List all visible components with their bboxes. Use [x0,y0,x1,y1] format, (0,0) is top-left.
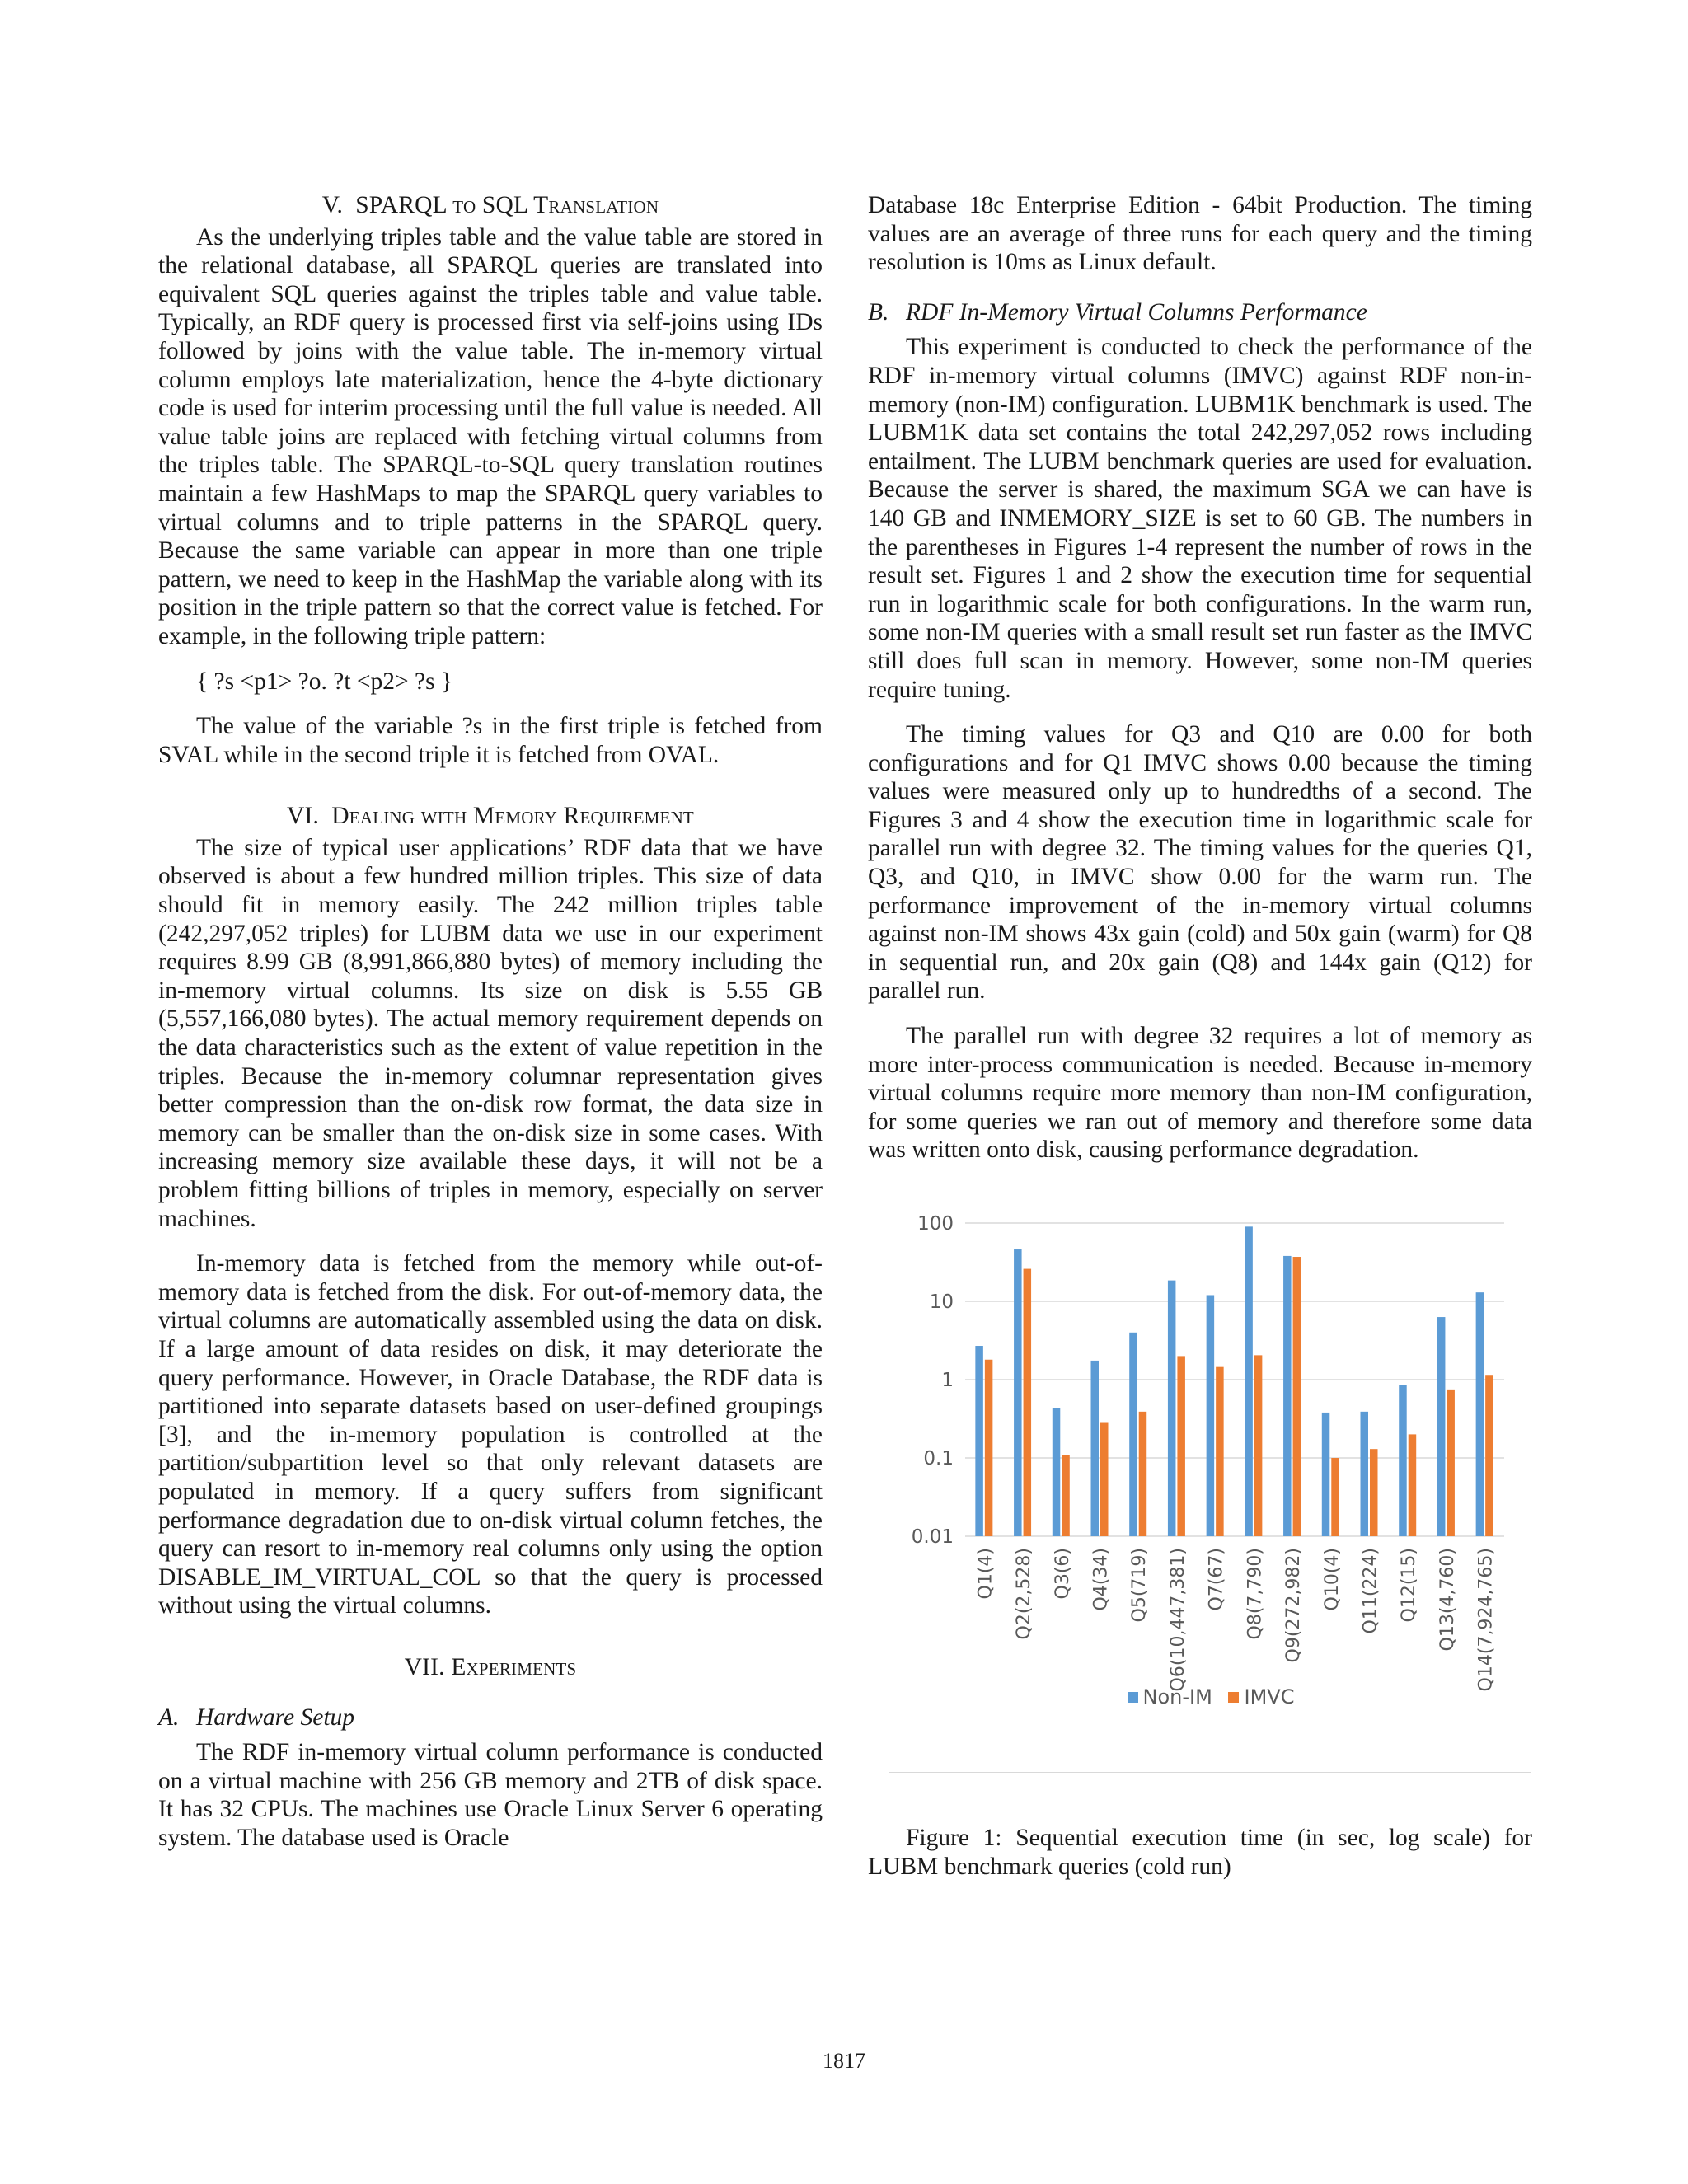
x-tick-label: Q2(2,528) [1014,1548,1035,1640]
figure-caption: Figure 1: Sequential execution time (in sec, log scale) for LUBM benchmark queries (cold run) [868,1825,1532,1880]
x-tick-label: Q13(4,760) [1437,1548,1458,1652]
section-heading-v: V. SPARQL to SQL Translation [321,192,659,218]
bar-imvc [1331,1458,1339,1536]
bar-imvc [1254,1355,1263,1536]
bar-non-im [1283,1256,1292,1536]
paragraph: The parallel run with degree 32 requires a lot of memory as more inter-process communication is needed. Because in-memory virtual columns require more memory than non-IM configuration, for some queries we ran out of memory and therefore some data was written onto disk, causing performance degradation. [868,1023,1532,1164]
paragraph: This experiment is conducted to check the performance of the RDF in-memory virtual columns (IMVC) against RDF non-in-memory (non-IM) configuration. LUBM1K benchmark is used. The LUBM1K data set contains the total 242,297,052 rows including entailment. The LUBM benchmark queries are used for evaluation. Because the server is shared, the maximum SGA we can have is 140 GB and INMEMORY_SIZE is set to 60 GB. The numbers in the parentheses in Figures 1-4 represent the number of rows in the result set. Figures 1 and 2 show the execution time for sequential run in logarithmic scale for both configurations. In the warm run, some non-IM queries with a small result set run faster as the IMVC still does full scan in memory. However, some non-IM queries require tuning. [868,334,1532,703]
y-tick-label: 1 [941,1370,954,1391]
subsection-heading-a: A. Hardware Setup [158,1704,355,1731]
x-tick-label: Q10(4) [1321,1548,1343,1611]
chart-legend [889,1683,1532,1712]
figure-1-chart [889,1188,1531,1773]
x-tick-label: Q4(34) [1090,1548,1112,1611]
bar-non-im [1207,1295,1215,1536]
x-tick-label: Q7(67) [1206,1548,1227,1611]
x-tick-label: Q12(15) [1399,1548,1420,1623]
x-tick-label: Q14(7,924,765) [1475,1548,1497,1692]
x-tick-label: Q5(719) [1129,1548,1151,1623]
bar-non-im [1245,1226,1253,1536]
legend-item-non-im: Non-IM [1128,1685,1212,1708]
x-tick-label: Q11(224) [1360,1548,1381,1634]
right-column [868,191,1532,1881]
bar-imvc [1216,1367,1224,1536]
x-tick-label: Q3(6) [1052,1548,1073,1600]
bar-non-im [1322,1413,1330,1536]
subsection-heading-b: B. RDF In-Memory Virtual Columns Performance [868,298,1367,326]
bar-imvc [1024,1269,1032,1536]
y-tick-label: 0.1 [923,1448,954,1469]
x-tick-label: Q6(10,447,381) [1167,1548,1189,1692]
bar-imvc [1293,1257,1301,1536]
bar-non-im [1476,1292,1484,1536]
bar-imvc [1370,1449,1378,1536]
y-tick-label: 0.01 [911,1526,954,1548]
bar-non-im [1129,1333,1137,1536]
left-column [158,191,823,1852]
y-tick-label: 10 [929,1291,954,1313]
paragraph: The timing values for Q3 and Q10 are 0.00 for both configurations and for Q1 IMVC shows 0.00 because the timing values were measured only up to hundredths of a second. The Figures 3 and 4 show the execution time in logarithmic scale for parallel run with degree 32. The timing values for the queries Q1, Q3, and Q10, in IMVC show 0.00 for the warm run. The performance improvement of the in-memory virtual columns against non-IM shows 43x gain (cold) and 50x gain (warm) for Q8 in sequential run, and 20x gain (Q8) and 144x gain (Q12) for parallel run. [868,721,1532,1005]
bar-imvc [1485,1375,1493,1536]
paragraph: In-memory data is fetched from the memory while out-of-memory data is fetched from the disk. For out-of-memory data, the virtual columns are automatically assembled using the data on disk. If a large amount of data resides on disk, it may deteriorate the query performance. However, in Oracle Database, the RDF data is partitioned into separate datasets based on user-defined groupings [3], and the in-memory population is controlled at the partition/subpartition level so that only relevant datasets are populated in memory. If a query suffers from significant performance degradation due to on-disk virtual column fetches, the query can resort to in-memory real columns only using the option DISABLE_IM_VIRTUAL_COL so that the query is processed without using the virtual columns. [158,1250,823,1619]
bar-non-im [1437,1317,1446,1536]
bar-non-im [1361,1412,1369,1536]
bar-imvc [1409,1434,1417,1536]
bar-non-im [975,1346,983,1536]
section-heading-vi: VI. Dealing with Memory Requirement [287,803,694,830]
paragraph: Database 18c Enterprise Edition - 64bit Production. The timing values are an average of three runs for each query and the timing resolution is 10ms as Linux default. [868,192,1532,276]
paragraph: As the underlying triples table and the value table are stored in the relational database, all SPARQL queries are translated into equivalent SQL queries against the triples table and value table. Typically, an RDF query is processed first via self-joins using IDs followed by joins with the value table. The in-memory virtual column employs late materialization, hence the 4-byte dictionary code is used for interim processing until the full value is needed. All value table joins are replaced with fetching virtual columns from the triples table. The SPARQL-to-SQL query translation routines maintain a few HashMaps to map the SPARQL query variables to virtual columns and to triple patterns in the SPARQL query. Because the same variable can appear in more than one triple pattern, we need to keep in the HashMap the variable along with its position in the triple pattern so that the correct value is fetched. For example, in the following triple pattern: [158,223,823,649]
bar-imvc [1100,1423,1109,1536]
bar-imvc [1447,1390,1455,1536]
legend-item-imvc: IMVC [1228,1685,1294,1708]
paragraph: The size of typical user applications’ RDF data that we have observed is about a few hundred million triples. This size of data should fit in memory easily. The 242 million triples table (242,297,052 triples) for LUBM data we use in our experiment requires 8.99 GB (8,991,866,880 bytes) of memory including the in-memory virtual columns. Its size on disk is 5.55 GB (5,557,166,080 bytes). The actual memory requirement depends on the data characteristics such as the extent of value repetition in the triples. Because the in-memory columnar representation gives better compression than the on-disk row format, the data size in memory can be smaller than the on-disk size in some cases. With increasing memory size available these days, it will not be a problem fitting billions of triples in memory, especially on server machines. [158,834,823,1232]
paragraph: The value of the variable ?s in the first triple is fetched from SVAL while in the second triple it is fetched from OVAL. [158,713,823,768]
triple-pattern-code: { ?s <p1> ?o. ?t <p2> ?s } [196,668,453,695]
bar-non-im [1053,1408,1061,1536]
page-number: 1817 [823,2049,865,2073]
paragraph: The RDF in-memory virtual column performance is conducted on a virtual machine with 256 GB memory and 2TB of disk space. It has 32 CPUs. The machines use Oracle Linux Server 6 operating system. The database used is Oracle [158,1739,823,1851]
x-tick-label: Q9(272,982) [1283,1548,1305,1663]
section-heading-vii: VII. Experiments [404,1653,577,1680]
x-tick-label: Q1(4) [975,1548,996,1600]
bar-non-im [1399,1385,1407,1536]
bar-imvc [1062,1455,1070,1536]
bar-imvc [985,1360,993,1536]
bar-non-im [1014,1249,1022,1536]
legend-swatch-icon [1128,1692,1138,1703]
legend-swatch-icon [1228,1692,1239,1703]
y-tick-label: 100 [917,1213,954,1235]
x-tick-label: Q8(7,790) [1245,1548,1266,1640]
bar-non-im [1168,1281,1176,1536]
bar-imvc [1139,1412,1147,1536]
bar-non-im [1091,1361,1100,1536]
bar-imvc [1177,1356,1185,1536]
